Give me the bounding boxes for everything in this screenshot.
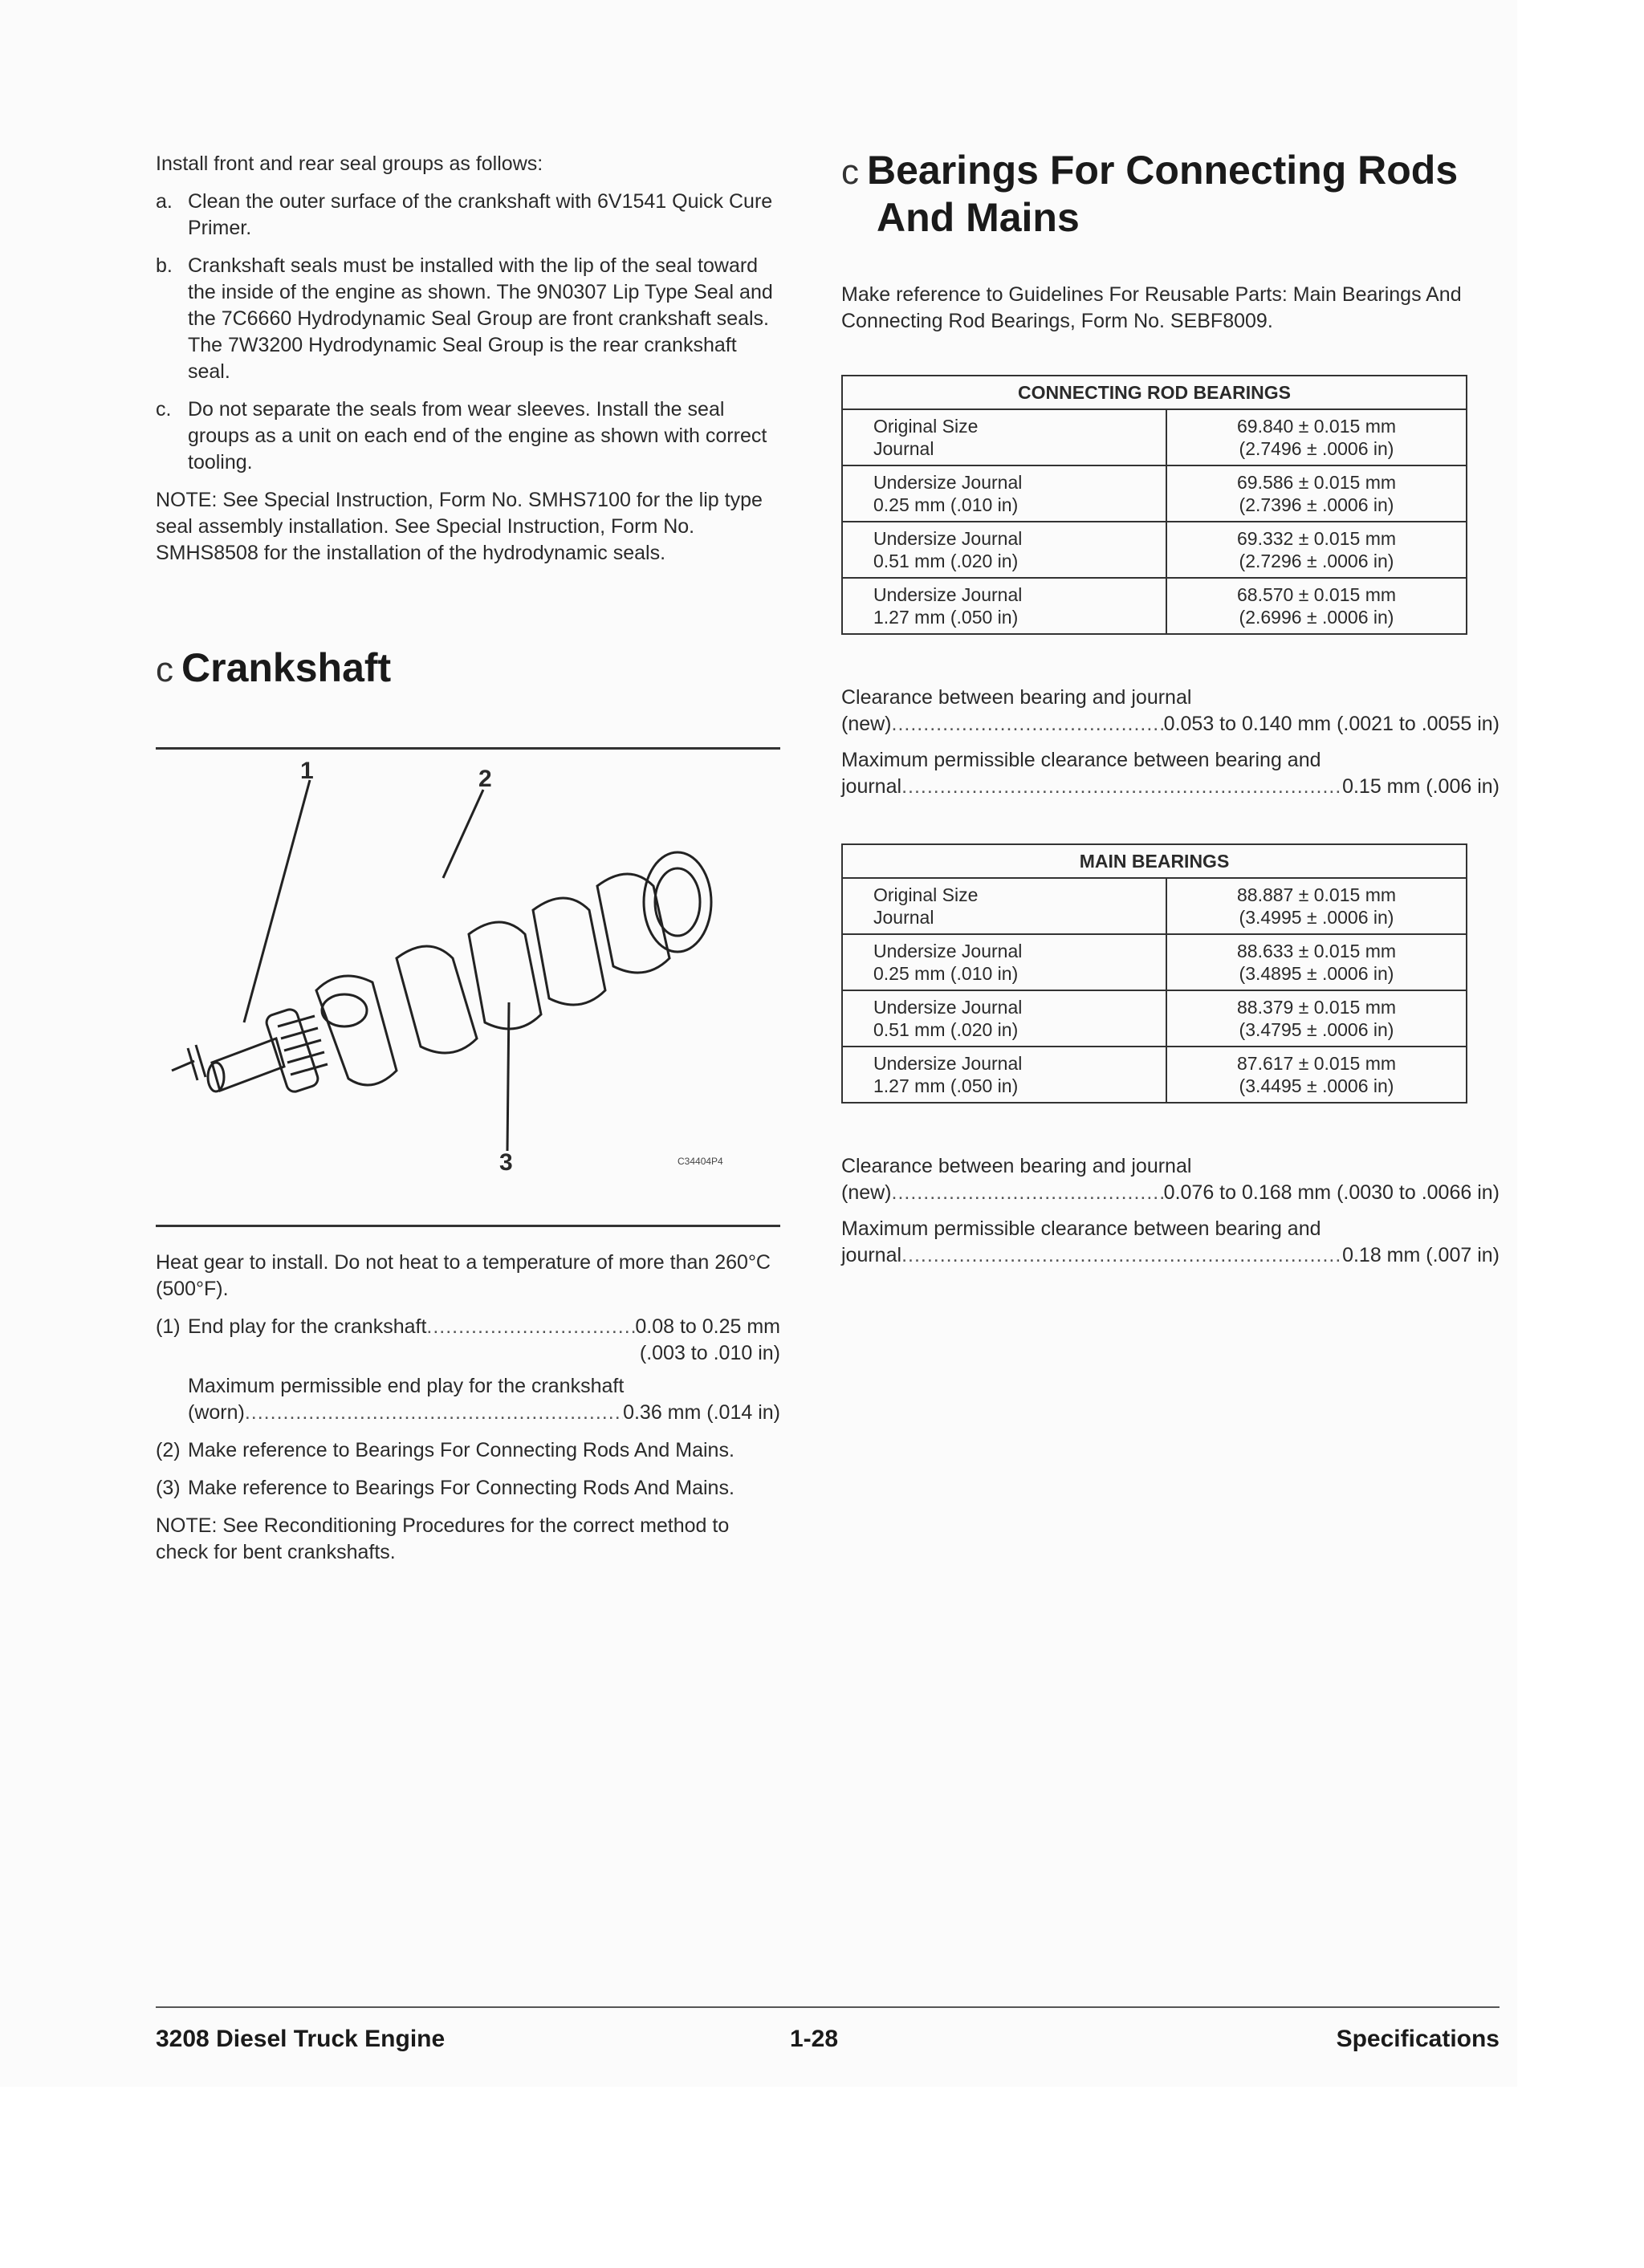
max-clearance-label-journal: journal: [841, 775, 902, 798]
page-number: 1-28: [790, 2026, 839, 2052]
max-clearance-label-journal: journal: [841, 1244, 902, 1266]
spec-end-play: [156, 1314, 780, 1367]
bearings-heading: [841, 148, 1500, 240]
seal-note: NOTE: See Special Instruction, Form No. SMHS7100 for the lip type seal assembly installation. See Special Instruction, Form No. SMHS8508 for the installation of the hydrodynamic seals.: [156, 489, 763, 564]
table-row: Original Size Journal 88.887 ± 0.015 mm (3.4995 ± .0006 in): [842, 878, 1467, 934]
step-label: a.: [156, 190, 173, 213]
spec-value: 0.36 mm (.014 in): [623, 1401, 780, 1424]
right-column: [841, 148, 1500, 1269]
step-a: [156, 189, 780, 242]
page-footer: [156, 2006, 1500, 2052]
spec-value: 0.08 to 0.25 mm: [635, 1315, 780, 1338]
clearance-label: Clearance between bearing and journal: [841, 686, 1192, 709]
step-label: b.: [156, 254, 173, 277]
spec-text: Make reference to Bearings For Connecting Rods And Mains.: [188, 1439, 735, 1461]
spec-label: End play for the crankshaft: [188, 1315, 427, 1338]
table-row: Original Size Journal 69.840 ± 0.015 mm (2.7496 ± .0006 in): [842, 409, 1467, 465]
figure-bottom-rule: [156, 1225, 780, 1227]
step-text: Do not separate the seals from wear sleeves. Install the seal groups as a unit on each end of the engine as shown with correct tooling.: [188, 398, 767, 474]
table-row: Undersize Journal 1.27 mm (.050 in) 87.617 ± 0.015 mm (3.4495 ± .0006 in): [842, 1047, 1467, 1103]
max-clearance-label: Maximum permissible clearance between bearing and: [841, 1217, 1321, 1240]
clearance-value: 0.076 to 0.168 mm (.0030 to .0066 in): [1163, 1181, 1500, 1204]
conn-clearance: [841, 685, 1500, 800]
footer-section: Specifications: [1336, 2026, 1500, 2052]
crankshaft-illustration: [156, 750, 780, 1225]
max-clearance-value: 0.18 mm (.007 in): [1342, 1244, 1500, 1266]
main-clearance: [841, 1153, 1500, 1269]
bent-crank-note: NOTE: See Reconditioning Procedures for the correct method to check for bent crankshafts.: [156, 1514, 730, 1563]
section-title-line2: And Mains: [877, 195, 1080, 240]
step-b: [156, 253, 780, 385]
clearance-label-new: (new): [841, 1181, 892, 1204]
callout-number: (1): [156, 1315, 181, 1338]
section-title-line1: Bearings For Connecting Rods: [867, 148, 1459, 193]
spec-label: Maximum permissible end play for the crankshaft: [188, 1375, 625, 1397]
footer-title: 3208 Diesel Truck Engine: [156, 2026, 446, 2052]
spec-ref-3: [156, 1475, 780, 1502]
step-c: [156, 396, 780, 476]
table-title: MAIN BEARINGS: [842, 844, 1467, 878]
section-marker: c: [841, 152, 859, 192]
seal-intro: Install front and rear seal groups as follows:: [156, 152, 543, 175]
heat-gear-text: Heat gear to install. Do not heat to a temperature of more than 260°C (500°F).: [156, 1251, 771, 1300]
table-row: Undersize Journal 1.27 mm (.050 in) 68.570 ± 0.015 mm (2.6996 ± .0006 in): [842, 578, 1467, 634]
figure-code: C34404P4: [678, 1156, 723, 1167]
max-clearance-value: 0.15 mm (.006 in): [1342, 775, 1500, 798]
table-row: Undersize Journal 0.25 mm (.010 in) 88.633 ± 0.015 mm (3.4895 ± .0006 in): [842, 934, 1467, 990]
callout-number: (3): [156, 1477, 181, 1499]
spec-text: Make reference to Bearings For Connecting Rods And Mains.: [188, 1477, 735, 1499]
max-clearance-label: Maximum permissible clearance between bearing and: [841, 749, 1321, 771]
clearance-value: 0.053 to 0.140 mm (.0021 to .0055 in): [1163, 713, 1500, 735]
callout-2: 2: [478, 766, 492, 792]
callout-number: (2): [156, 1439, 181, 1461]
spec-value-inch: (.003 to .010 in): [639, 1342, 780, 1364]
callout-1: 1: [300, 758, 314, 784]
crankshaft-heading: [156, 645, 780, 693]
spec-label-worn: (worn): [188, 1401, 245, 1424]
bearings-intro: Make reference to Guidelines For Reusable Parts: Main Bearings And Connecting Rod Bearings, Form No. SEBF8009.: [841, 283, 1462, 332]
step-text: Clean the outer surface of the crankshaft with 6V1541 Quick Cure Primer.: [188, 190, 773, 239]
table-row: Undersize Journal 0.25 mm (.010 in) 69.586 ± 0.015 mm (2.7396 ± .0006 in): [842, 465, 1467, 522]
main-bearings-table: [841, 843, 1467, 1104]
section-title: Crankshaft: [181, 645, 392, 690]
clearance-label: Clearance between bearing and journal: [841, 1155, 1192, 1177]
step-text: Crankshaft seals must be installed with the lip of the seal toward the inside of the engine as shown. The 9N0307 Lip Type Seal and the 7C6660 Hydrodynamic Seal Group are front crankshaft seals. The 7W3200 Hydrodynamic Seal Group is the rear crankshaft seal.: [188, 254, 773, 383]
callout-3: 3: [499, 1149, 513, 1176]
connecting-rod-bearings-table: [841, 375, 1467, 635]
left-column: [156, 151, 780, 1577]
clearance-label-new: (new): [841, 713, 892, 735]
step-label: c.: [156, 398, 172, 421]
section-marker: c: [156, 650, 173, 689]
spec-max-end-play: [156, 1373, 780, 1426]
spec-ref-2: [156, 1437, 780, 1464]
table-row: Undersize Journal 0.51 mm (.020 in) 69.332 ± 0.015 mm (2.7296 ± .0006 in): [842, 522, 1467, 578]
crankshaft-figure: [156, 750, 780, 1225]
table-row: Undersize Journal 0.51 mm (.020 in) 88.379 ± 0.015 mm (3.4795 ± .0006 in): [842, 990, 1467, 1047]
table-title: CONNECTING ROD BEARINGS: [842, 376, 1467, 409]
